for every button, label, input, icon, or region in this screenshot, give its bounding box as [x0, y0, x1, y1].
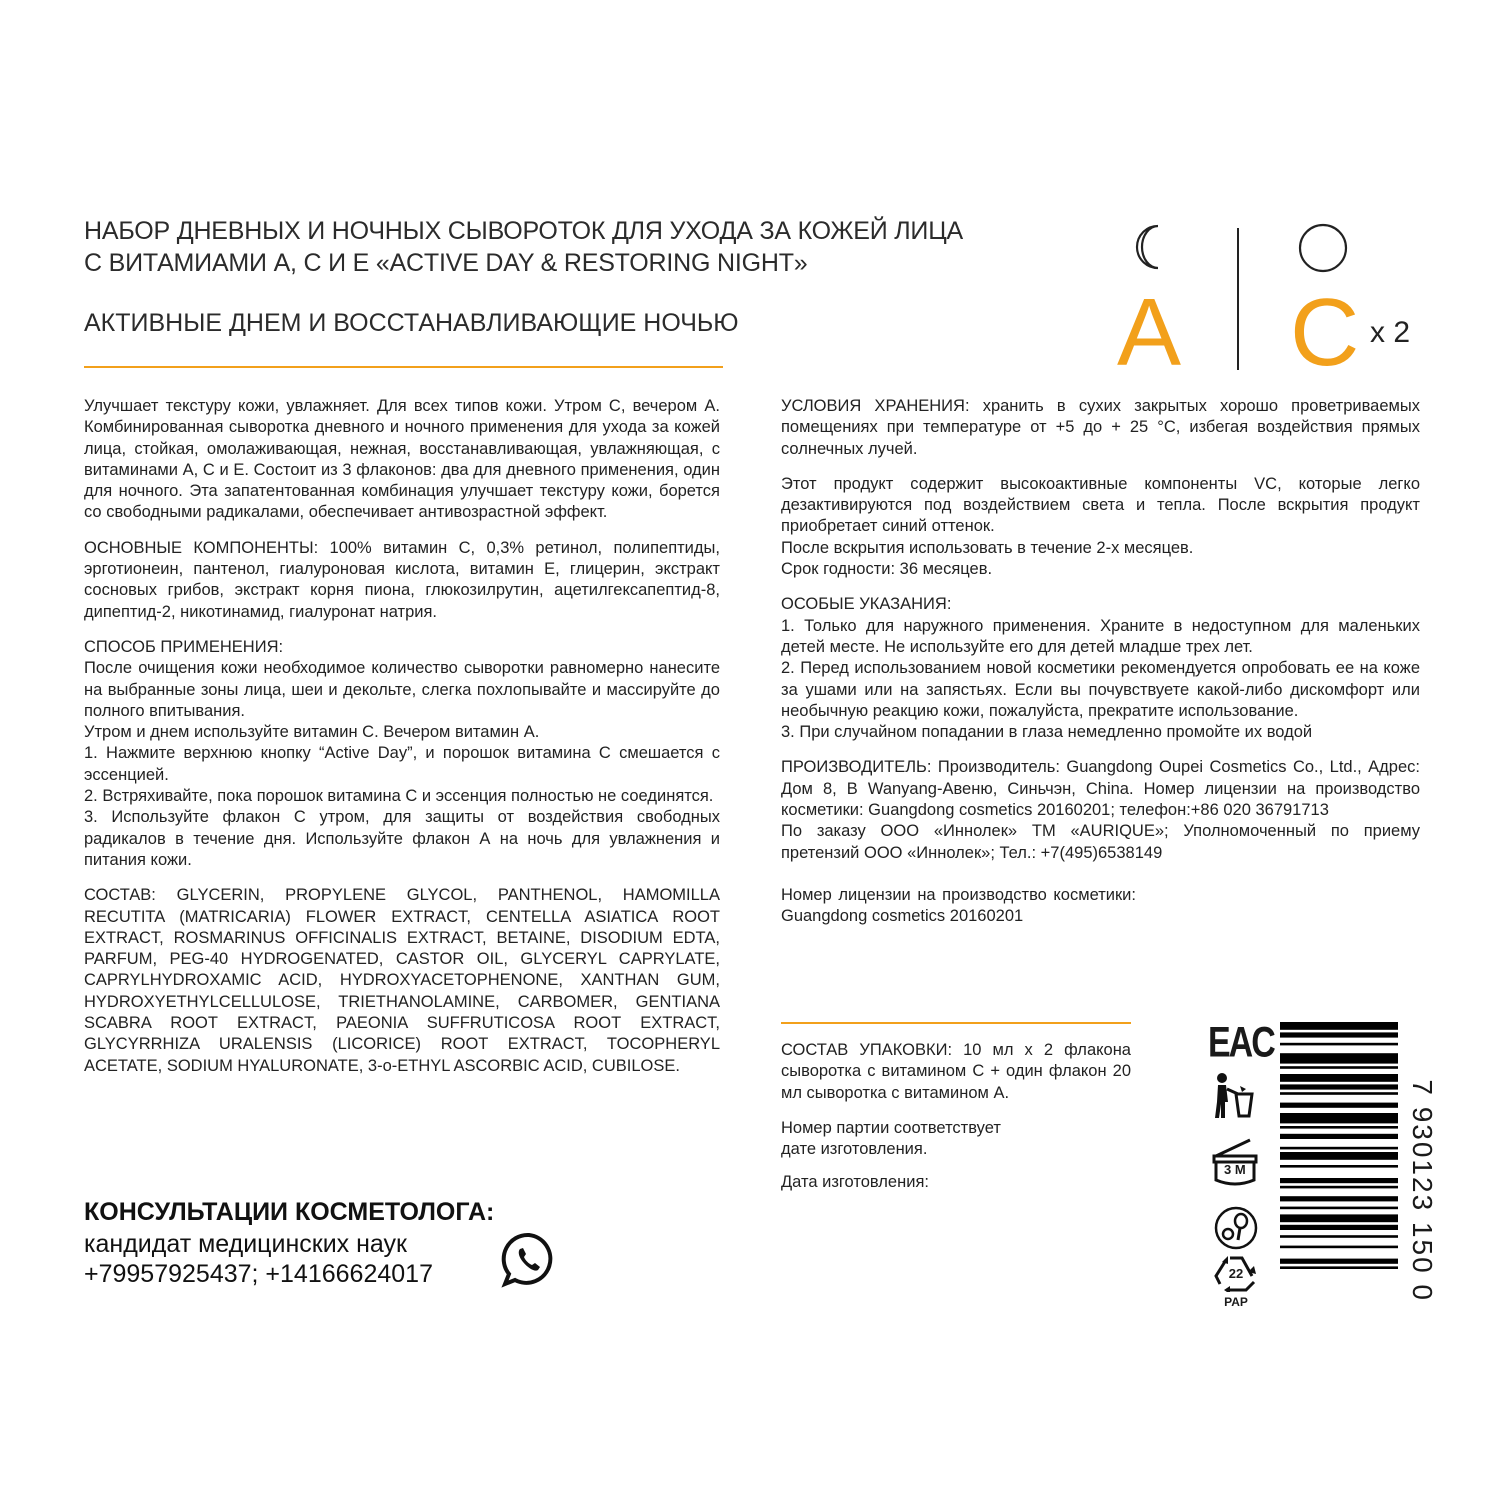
vc-line: Этот продукт содержит высокоактивные компоненты VC, которые легко дезактивируются под воздействием света и тепла. После вскрытия продукт приобретает синий оттенок.: [781, 474, 1420, 536]
storage-text: хранить в сухих закрытых хорошо проветриваемых помещениях при температуре от +5 до + 25 °С, избегая воздействия прямых солнечных лучей.: [781, 397, 1420, 458]
barcode-bar: [1280, 1152, 1398, 1160]
license-text: Номер лицензии на производство косметики: Guangdong cosmetics 20160201: [781, 885, 1136, 926]
barcode-bar: [1280, 1053, 1398, 1063]
maker-block: [781, 757, 1420, 821]
barcode-bar: [1280, 1225, 1398, 1230]
pao-jar-icon: [1210, 1136, 1260, 1193]
composition-block: [84, 885, 720, 1077]
mirror-icon: [1214, 1206, 1258, 1255]
usage-line: 1. Нажмите верхнюю кнопку “Active Day”, и порошок витамина С смешается с эссенцией.: [84, 744, 720, 784]
special-line: 3. При случайном попадании в глаза немедленно промойте их водой: [781, 723, 1313, 742]
batch-line-1: Номер партии соответствует: [781, 1118, 1001, 1137]
composition-label: СОСТАВ:: [84, 886, 156, 905]
logo-divider: [1237, 228, 1239, 370]
barcode-bar: [1280, 1207, 1398, 1210]
barcode-bar: [1280, 1235, 1398, 1238]
title-line-2: С ВИТАМИАМИ А, С И Е «ACTIVE DAY & RESTORING NIGHT»: [84, 249, 808, 277]
barcode-bar: [1280, 1178, 1398, 1183]
mark-icons: [1208, 1018, 1274, 1309]
usage-line: 3. Используйте флакон С утром, для защиты от воздействия свободных радикалов в течение дня. Используйте флакон А на ночь для увлажнения и питания кожи.: [84, 808, 720, 869]
vc-line: После вскрытия использовать в течение 2-х месяцев.: [781, 538, 1194, 557]
barcode-bar: [1280, 1103, 1398, 1108]
left-column: [84, 396, 720, 1091]
barcode-bar: [1280, 1074, 1398, 1082]
barcode-bar: [1280, 1126, 1398, 1129]
circle-icon: [1297, 222, 1349, 274]
letter-a: A: [1117, 279, 1182, 386]
barcode-bar: [1280, 1092, 1398, 1095]
usage-line: 2. Встряхивайте, пока порошок витамина С и эссенция полностью не соединятся.: [84, 787, 714, 806]
page-title: [84, 215, 984, 279]
barcode-bar: [1280, 1032, 1398, 1037]
whatsapp-icon: [499, 1230, 559, 1290]
barcode-digits-box: [1392, 1040, 1438, 1302]
barcode-bar: [1280, 1147, 1398, 1150]
date-label: Дата изготовления:: [781, 1173, 929, 1192]
components-block: [84, 538, 720, 623]
barcode-bar: [1280, 1134, 1398, 1139]
package-label: СОСТАВ УПАКОВКИ:: [781, 1041, 953, 1059]
title-line-1: НАБОР ДНЕВНЫХ И НОЧНЫХ СЫВОРОТОК ДЛЯ УХОДА ЗА КОЖЕЙ ЛИЦА: [84, 217, 963, 245]
package-column: [781, 1040, 1131, 1208]
recycle-number: 22: [1228, 1266, 1244, 1281]
package-divider: [781, 1022, 1131, 1024]
recycle-icon: [1212, 1254, 1260, 1309]
usage-line: После очищения кожи необходимое количество сыворотки равномерно нанесите на выбранные зоны лица, шеи и декольте, слегка похлопывайте и массируйте до полного впитывания.: [84, 659, 720, 720]
usage-label: СПОСОБ ПРИМЕНЕНИЯ:: [84, 637, 284, 656]
vc-block: [781, 474, 1420, 580]
maker-label: ПРОИЗВОДИТЕЛЬ:: [781, 758, 932, 777]
package-block: [781, 1040, 1131, 1104]
consult-line-1: кандидат медицинских наук: [84, 1230, 407, 1258]
recycle-code: PAP: [1224, 1295, 1248, 1309]
consult-heading: КОНСУЛЬТАЦИИ КОСМЕТОЛОГА:: [84, 1198, 495, 1226]
batch-line-2: дате изготовления.: [781, 1140, 928, 1159]
special-block: [781, 594, 1420, 743]
barcode-bar: [1280, 1165, 1398, 1168]
components-text: 100% витамин С, 0,3% ретинол, полипептиды, эрготионеин, пантенол, гиалуроновая кислота, витамин Е, глицерин, экстракт сосновых грибов, экстракт корня пиона, глюкозилрутин, ацетилгексапептид-8, дипептид-2, никотинамид, гиалуронат натрия.: [84, 538, 720, 621]
barcode-bar: [1280, 1043, 1398, 1046]
storage-block: [781, 396, 1420, 460]
vc-line: Срок годности: 36 месяцев.: [781, 560, 993, 579]
multiplier: x 2: [1370, 316, 1411, 349]
barcode-bar: [1280, 1214, 1398, 1222]
trash-person-icon: [1212, 1072, 1258, 1125]
components-label: ОСНОВНЫЕ КОМПОНЕНТЫ:: [84, 538, 319, 557]
barcode-bar: [1280, 1022, 1398, 1030]
composition-text: GLYCERIN, PROPYLENE GLYCOL, PANTHENOL, HAMOMILLA RECUTITA (MATRICARIA) FLOWER EXTRACT, CENTELLA ASIATICA ROOT EXTRACT, ROSMARINUS OFFICINALIS EXTRACT, BETAINE, DISODIUM EDTA, PARFUM, PEG-40 HYDROGENATED, CASTOR OIL, GLYCERYL CAPRYLATE, CAPRYLHYDROXAMIC ACID, HYDROXYACETOPHENONE, XANTHAN GUM, HYDROXYETHYLCELLULOSE, TRIETHANOLAMINE, CARBOMER, GENTIANA SCABRA ROOT EXTRACT, PAEONIA SUFFRUTICOSA ROOT EXTRACT, GLYCYRRHIZA URALENSIS (LICORICE) ROOT EXTRACT, TOCOPHERYL ACETATE, SODIUM HYALURONATE, 3-o-ETHYL ASCORBIC ACID, CUBILOSE.: [84, 886, 720, 1075]
storage-label: УСЛОВИЯ ХРАНЕНИЯ:: [781, 397, 970, 415]
usage-line: Утром и днем используйте витамин С. Вечером витамин А.: [84, 723, 540, 742]
special-label: ОСОБЫЕ УКАЗАНИЯ:: [781, 595, 952, 614]
eac-icon: EAC: [1208, 1018, 1274, 1067]
consult-phones: +79957925437; +14166624017: [84, 1260, 433, 1288]
barcode-bar: [1280, 1186, 1398, 1189]
right-column: [781, 396, 1420, 942]
barcode-bar: [1280, 1066, 1398, 1069]
barcode-bar: [1280, 1113, 1398, 1123]
maker-text: Производитель: Guangdong Oupei Cosmetics Co., Ltd., Адрес: Дом 8, В Wanyang-Авеню, Синьчэн, China. Номер лицензии на производство косметики: Guangdong cosmetics 20160201; телефон:+86 020 36791713: [781, 758, 1420, 820]
usage-block: [84, 637, 720, 871]
order-text: По заказу ООО «Иннолек» ТМ «AURIQUE»; Уполномоченный по приему претензий ООО «Иннолек»; Тел.: +7(495)6538149: [781, 822, 1420, 862]
subtitle: АКТИВНЫЕ ДНЕМ И ВОССТАНАВЛИВАЮЩИЕ НОЧЬЮ: [84, 309, 739, 337]
batch-block: [781, 1118, 1131, 1161]
barcode-bars: [1280, 1022, 1398, 1302]
barcode-bar: [1280, 1259, 1398, 1264]
moon-icon: [1128, 222, 1178, 272]
letter-c: C: [1290, 279, 1360, 386]
barcode-bar: [1280, 1196, 1398, 1201]
barcode-bar: [1280, 1246, 1398, 1249]
special-line: 1. Только для наружного применения. Храните в недоступном для маленьких детей месте. Не используйте его для детей младше трех лет.: [781, 616, 1420, 656]
special-line: 2. Перед использованием новой косметики рекомендуется опробовать ее на коже за ушами или на запястьях. Если вы почувствуете какой-либо дискомфорт или необычную реакцию кожи, пожалуйста, прекратите использование.: [781, 659, 1420, 720]
pao-label: 3 M: [1224, 1162, 1246, 1177]
barcode-bar: [1280, 1084, 1398, 1089]
package-text: 10 мл х 2 флакона сыворотка с витамином С + один флакон 20 мл сыворотка с витамином А.: [781, 1041, 1131, 1102]
intro-text: Улучшает текстуру кожи, увлажняет. Для всех типов кожи. Утром С, вечером А. Комбинированная сыворотка дневного и ночного применения для ухода за кожей лица, стойкая, омолаживающая, нежная, восстанавливающая, увлажняющая, с витаминами А, С и Е. Состоит из 3 флаконов: два для дневного применения, один для ночного. Эта запатентованная комбинация улучшает текстуру кожи, борется со свободными радикалами, обеспечивает антивозрастной эффект.: [84, 397, 720, 522]
barcode-bar: [1280, 1266, 1398, 1269]
barcode-digits: 7 930123 150 0: [1407, 1079, 1438, 1302]
header-divider: [84, 366, 723, 368]
